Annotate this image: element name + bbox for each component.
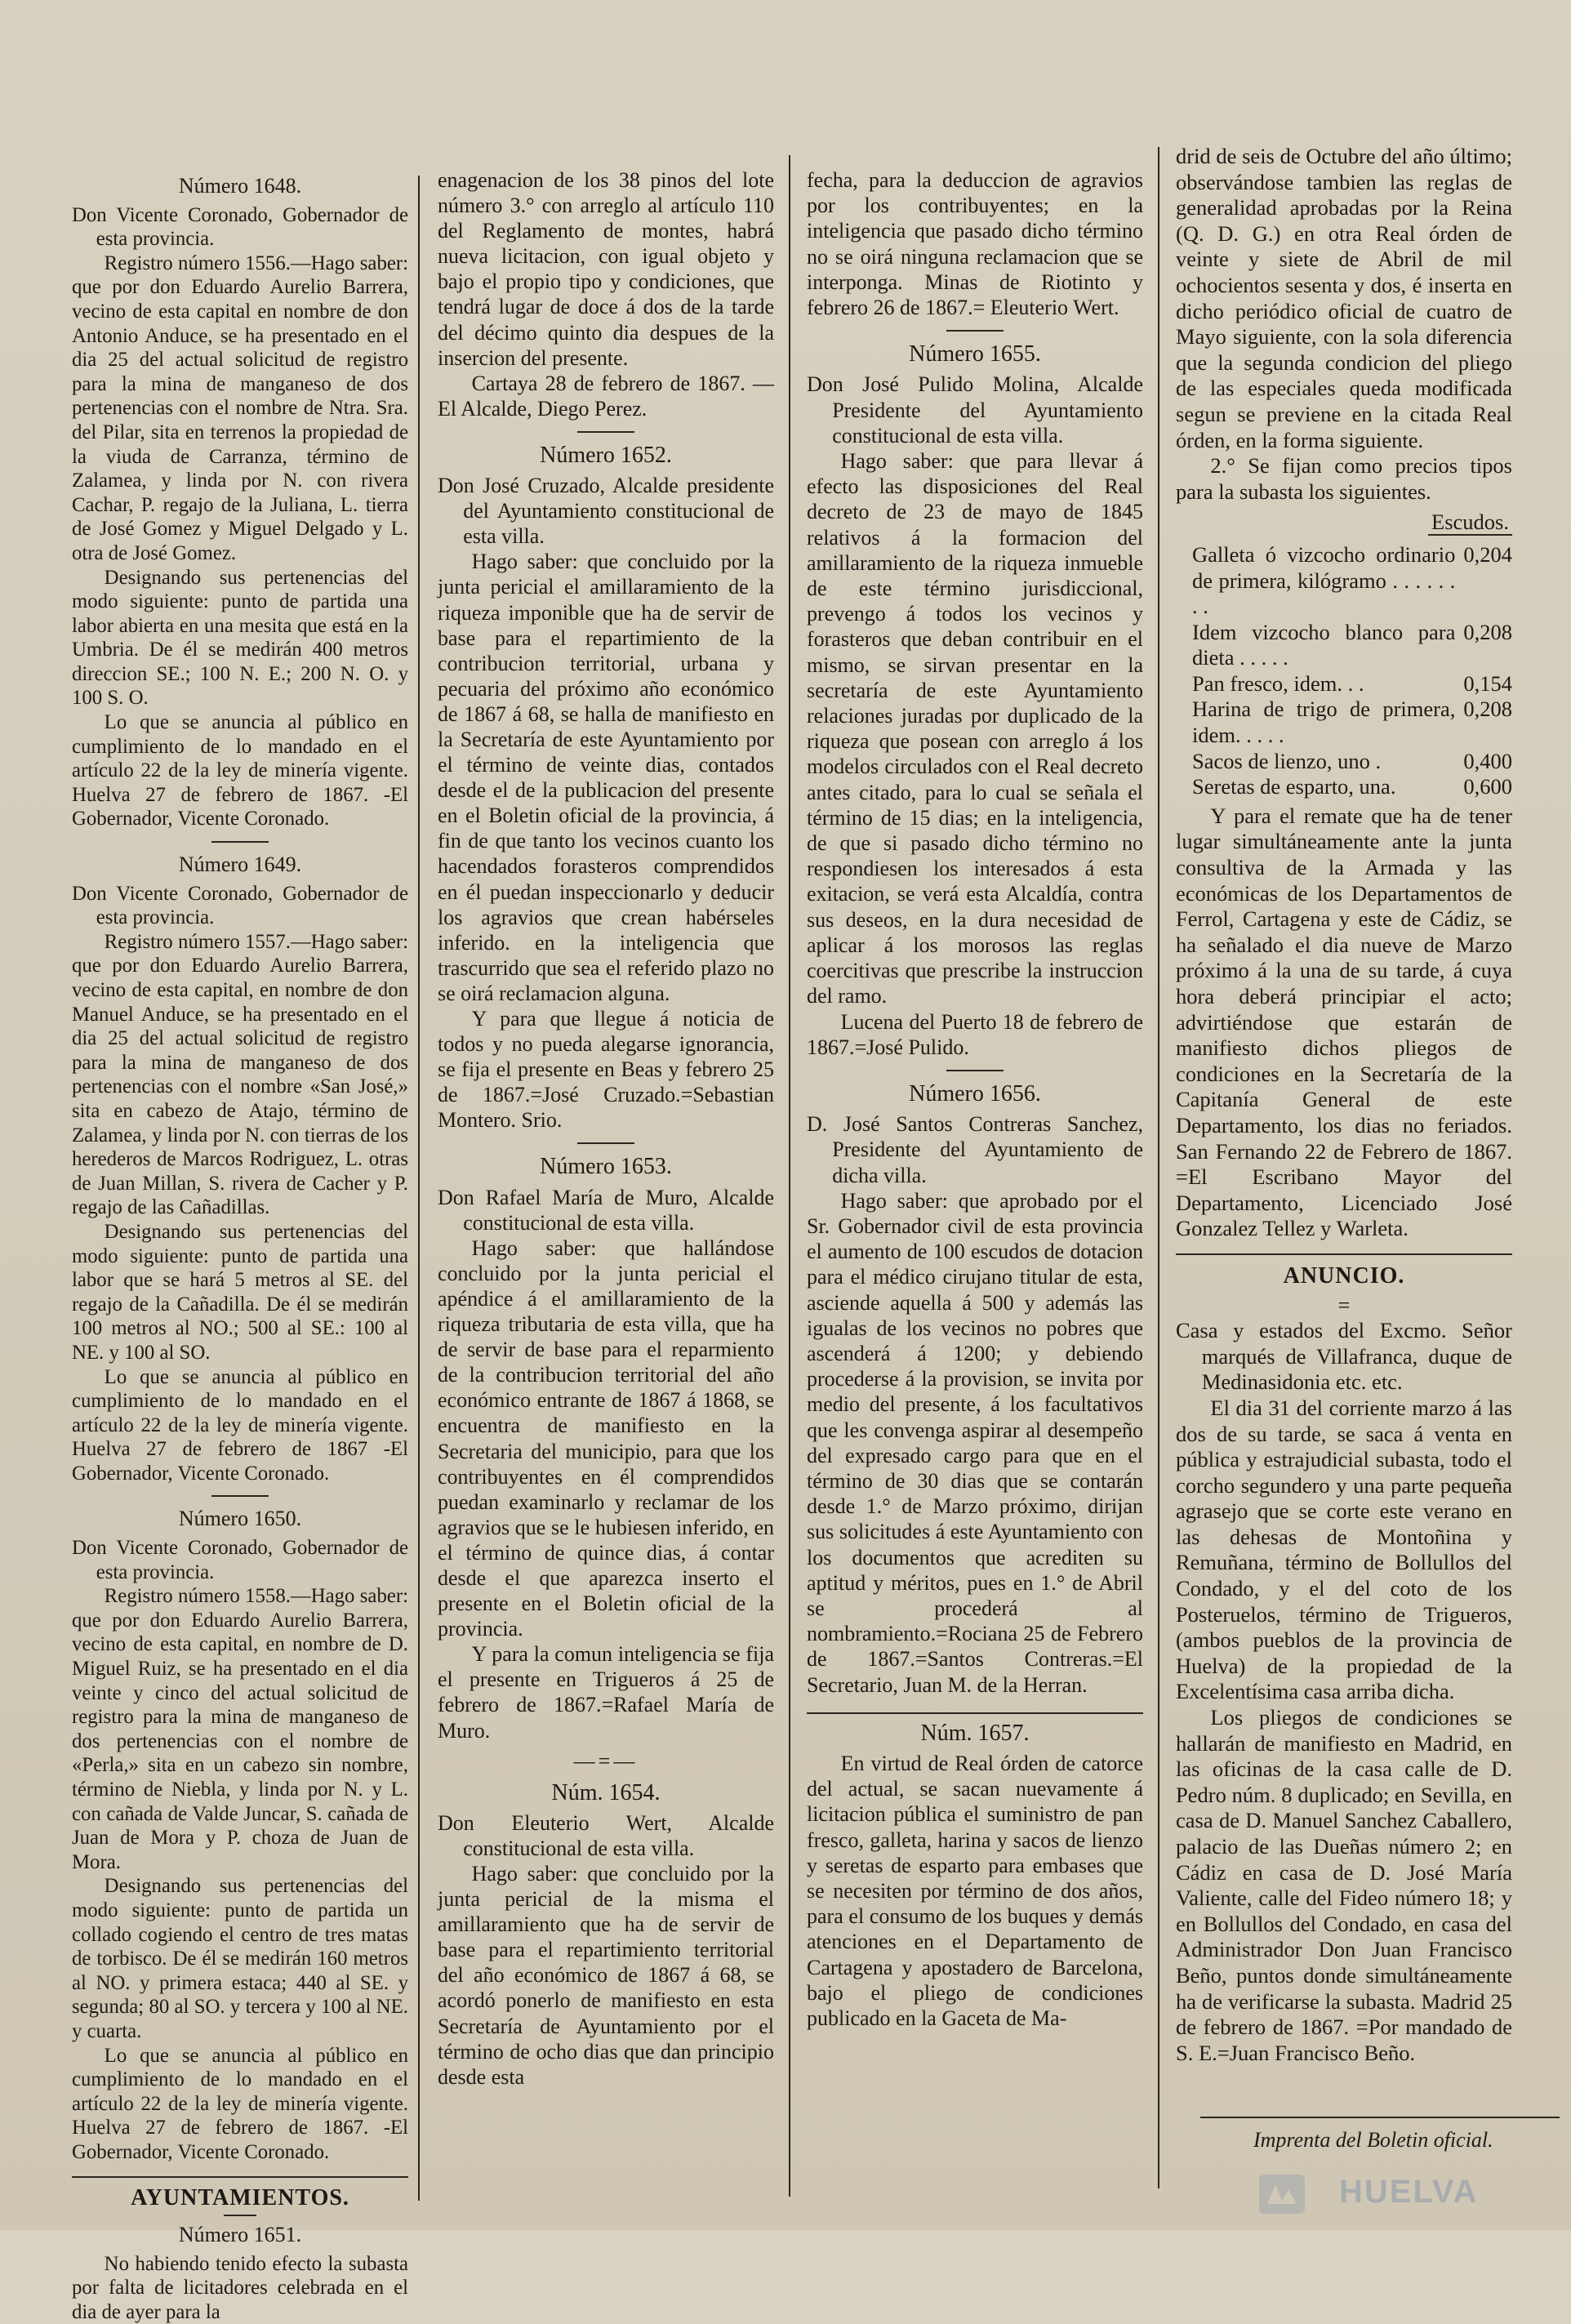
notice-continuation: drid de seis de Octubre del año último; observándose tambien las reglas de generalidad aprobadas por la Reina (Q. D. G.) en otra Real órden de veinte y siete de Abril de mil ochocientos sesenta y dos, é inserta en dicho periódico oficial de cuatro de Mayo siguiente, con la sola diferencia que la segunda condicion del pliego de las especiales queda modificada segun se previene en la citada Real órden, en la forma siguiente.	[1176, 144, 1512, 452]
notice-issuer: Don Vicente Coronado, Gobernador de esta provincia.	[72, 882, 408, 929]
price-label: Seretas de esparto, una.	[1192, 774, 1396, 799]
imprint-line: Imprenta del Boletin oficial.	[1253, 2128, 1493, 2152]
notice-paragraph: Hago saber: que aprobado por el Sr. Gobernador civil de esta provincia el aumento de 100 escudos de dotacion para el médico cirujano titular de esta, asciende aquella á 500 y además las igualas de los vecinos no pobres que ascenderá á 1200; y debiendo procederse á la provision, se invita por medio del presente, á los facultativos que les convenga aspirar al desempeño del expresado cargo para que en el término de 30 dias que se contarán desde 1.° de Marzo próximo, dirijan sus solicitudes á este Ayuntamiento con los documentos que acrediten su aptitud y méritos, pues en 1.° de Abril se procederá al nombramiento.=Rociana 25 de Febrero de 1867.=Santos Contreras.=El Secretario, Juan M. de la Herran.	[807, 1188, 1143, 1697]
notice-1652	[438, 443, 774, 1133]
notice-paragraph: Y para que llegue á noticia de todos y no pueda alegarse ignorancia, se fija el presente en Beas y febrero 25 de 1867.=José Cruzado.=Sebastian Montero. Srio.	[438, 1007, 774, 1133]
notice-paragraph: Lucena del Puerto 18 de febrero de 1867.=José Pulido.	[807, 1009, 1143, 1059]
price-label: Idem vizcocho blanco para dieta . . . . .	[1192, 619, 1456, 670]
notice-1649	[72, 853, 408, 1485]
notice-paragraph: El dia 31 del corriente marzo á las dos de su tarde, se saca á venta en pública y estrajudicial subasta, todo el corcho segundero y una parte pequeña agrasejo que se corte este verano en las dehesas de Montoñina y Remuñana, término de Bollullos del Condado, y el del coto de los Posteruelos, término de Trigueros, (ambos pueblos de la provincia de Huelva) de la propiedad de la Excelentísima casa arriba dicha.	[1176, 1395, 1512, 1704]
notice-paragraph: Registro número 1558.—Hago saber: que por don Eduardo Aurelio Barrera, vecino de esta capital, en nombre de D. Miguel Ruiz, se ha presentado en el dia veinte y cinco del actual solicitud de registro para la mina de manganeso de dos pertenencias con el nombre de «Perla,» sita en un cabezo sin nombre, término de Niebla, y linda por N. y L. con cañada de Valde Juncar, S. cañada de Juan de Mora y P. choza de Juan de Mora.	[72, 1585, 408, 1873]
notice-heading: Núm. 1657.	[920, 1720, 1030, 1746]
separator-rule	[211, 841, 269, 843]
notice-1657	[807, 1721, 1143, 2031]
notice-continuation: enagenacion de los 38 pinos del lote número 3.° con arreglo al artículo 110 del Reglamento de montes, habrá nueva licitacion, con igual objeto y bajo el propio tipo y condiciones, que tendrá lugar de doce á dos de la tarde del décimo quinto dia despues de la insercion del presente.	[438, 168, 774, 370]
notice-1655	[807, 341, 1143, 1060]
separator-rule	[224, 2215, 256, 2216]
notice-paragraph: Hago saber: que hallándose concluido por la junta pericial el apéndice á el amillaramiento de la riqueza tributaria de esta villa, que ha de servir de base para el reparmiento de la contribucion territorial del año económico entrante de 1867 á 1868, se encuentra de manifiesto en la Secretaria del municipio, para que los contribuyentes en él comprendidos puedan examinarlo y reclamar de los agravios que se le hubiesen inferido, en el término de quince dias, á contar desde el que aparezca inserto el presente en el Boletin oficial de la provincia.	[438, 1235, 774, 1641]
price-row	[1192, 671, 1512, 697]
column-4	[1176, 144, 1512, 2066]
price-value: 0,208	[1463, 619, 1512, 644]
notice-issuer: Don José Cruzado, Alcalde presidente del Ayuntamiento constitucional de esta villa.	[438, 474, 774, 549]
notice-paragraph: Registro número 1557.—Hago saber: que por don Eduardo Aurelio Barrera, vecino de esta capital, en nombre de don Manuel Anduce, se ha presentado en el dia 25 del actual solicitud de registro para la mina de manganeso de dos pertenencias con el nombre «San José,» sita en cabezo de Atajo, término de Zalamea, y linda por N. con tierras de los herederos de Marcos Rodriguez, L. otras de Juan Millan, S. rivera de Cacher y P. regajo de las Cañadillas.	[72, 930, 408, 1219]
notice-heading: Número 1655.	[909, 341, 1041, 367]
separator-rule	[946, 1070, 1004, 1071]
column-3	[807, 167, 1143, 2031]
notice-paragraph: 2.° Se fijan como precios tipos para la subasta los siguientes.	[1176, 453, 1512, 504]
notice-heading: Número 1652.	[540, 442, 672, 468]
notice-paragraph: Hago saber: que concluido por la junta pericial de la misma el amillaramiento que ha de servir de base para el repartimiento territorial del año económico de 1867 á 68, se acordó ponerlo de manifiesto en esta Secretaría de Ayuntamiento por el término de ocho dias que dan principio desde esta	[438, 1862, 774, 2089]
notice-1648	[72, 174, 408, 831]
price-label: Pan fresco, idem. . .	[1192, 670, 1364, 696]
separator-ornament: =	[1337, 1292, 1351, 1317]
price-label: Harina de trigo de primera, idem. . . . .	[1192, 697, 1456, 748]
escudos-label: Escudos.	[1428, 510, 1512, 536]
price-table	[1192, 542, 1512, 800]
price-value: 0,154	[1463, 670, 1512, 696]
notice-paragraph: Designando sus pertenencias del modo siguiente: punto de partida un collado cogiendo el centro de tres matas de torbisco. De él se medirán 160 metros al NO. y primera estaca; 440 al SE. y segunda; 80 al SO. y tercera y 100 al NE. y cuarta.	[72, 1875, 408, 2042]
notice-paragraph: Lo que se anuncia al público en cumplimiento de lo mandado en el artículo 22 de la ley de minería vigente. Huelva 27 de febrero de 1867. -El Gobernador, Vicente Coronado.	[72, 711, 408, 830]
price-row	[1192, 542, 1512, 620]
price-value: 0,600	[1463, 774, 1512, 799]
notice-issuer: Don José Pulido Molina, Alcalde Presidente del Ayuntamiento constitucional de esta villa.	[807, 372, 1143, 447]
price-label: Sacos de lienzo, uno .	[1192, 748, 1382, 773]
notice-1656	[807, 1081, 1143, 1698]
notice-paragraph: Hago saber: que para llevar á efecto las disposiciones del Real decreto de 23 de mayo de 1845 relativos á la formacion del amillaramiento de la riqueza inmueble de este término jurisdiccional, prevengo á todos los vecinos y forasteros que deban contribuir en el mismo, se sirvan presentar en la secretaría de este Ayuntamiento relaciones juradas por duplicado de la riqueza que posean con arreglo á los modelos circulados con el Real decreto antes citado, para lo cual se señala el término de 15 dias; en la inteligencia, de que si pasado dicho término no respondiesen los interesados á esta exitacion, se verá esta Alcaldía, contra sus deseos, en la dura necesidad de aplicar á los morosos las reglas coercitivas que prescribe la instruccion del ramo.	[807, 449, 1143, 1008]
notice-paragraph: Designando sus pertenencias del modo siguiente: punto de partida una labor que se hará 5 metros al SE. del regajo de la Cañadilla. De él se medirán 100 metros al NO.; 500 al SE.: 100 al NE. y 100 al SO.	[72, 1220, 408, 1364]
price-value: 0,204	[1463, 541, 1512, 567]
separator-rule	[577, 1142, 634, 1144]
notice-paragraph: Designando sus pertenencias del modo siguiente: punto de partida una labor abierta en una mesita que está en la Umbria. De él se medirán 400 metros direccion SE.; 100 N. E.; 200 N. O. y 100 S. O.	[72, 566, 408, 710]
notice-1653	[438, 1154, 774, 1743]
column-2	[438, 167, 774, 2090]
notice-heading: Número 1656.	[909, 1080, 1041, 1106]
notice-heading: Número 1653.	[540, 1154, 672, 1180]
column-rule	[418, 176, 420, 2201]
price-row	[1192, 749, 1512, 775]
section-rule	[807, 1712, 1143, 1714]
section-title-anuncio: ANUNCIO.	[1283, 1262, 1405, 1289]
notice-issuer: Don Vicente Coronado, Gobernador de esta provincia.	[72, 1537, 408, 1583]
notice-issuer: Don Eleuterio Wert, Alcalde constitucional de esta villa.	[438, 1810, 774, 1860]
notice-paragraph: Los pliegos de condiciones se hallarán de manifiesto en Madrid, en las oficinas de la casa calle de D. Pedro núm. 8 duplicado; en Sevilla, en casa de D. Manuel Sanchez Caballero, palacio de las Dueñas número 2; en Cádiz en casa de D. José María Valiente, calle del Fideo número 18; y en Bollullos del Condado, en casa del Administrador Don Juan Francisco Beño, puntos donde simultáneamente ha de verificarse la subasta. Madrid 25 de febrero de 1867. =Por mandado de S. E.=Juan Francisco Beño.	[1176, 1705, 1512, 2065]
separator-rule	[211, 1495, 269, 1497]
price-column-header	[1176, 510, 1512, 536]
notice-issuer: D. José Santos Contreras Sanchez, Presidente del Ayuntamiento de dicha villa.	[807, 1112, 1143, 1187]
price-value: 0,400	[1463, 748, 1512, 773]
price-label: Galleta ó vizcocho ordinario de primera, kilógramo . . . . . . . .	[1192, 541, 1456, 619]
notice-heading: Número 1651.	[178, 2223, 302, 2247]
separator-rule	[577, 431, 634, 433]
notice-issuer: Don Vicente Coronado, Gobernador de esta provincia.	[72, 203, 408, 251]
notice-paragraph: Y para la comun inteligencia se fija el presente en Trigueros á 25 de febrero de 1867.=Rafael María de Muro.	[438, 1642, 774, 1743]
advertiser: Casa y estados del Excmo. Señor marqués de Villafranca, duque de Medinasidonia etc. etc.	[1176, 1318, 1512, 1395]
notice-1651	[72, 2223, 408, 2324]
notice-paragraph: En virtud de Real órden de catorce del actual, se sacan nuevamente á licitacion pública el suministro de pan fresco, galleta, harina y sacos de lienzo y seretas de esparto para embases que se necesiten por término de dos años, para el consumo de los buques y demás atenciones en el Departamento de Cartagena y apostadero de Barcelona, bajo el pliego de condiciones publicado en la Gaceta de Ma-	[807, 1751, 1143, 2031]
notice-paragraph: Registro número 1556.—Hago saber: que por don Eduardo Aurelio Barrera, vecino de esta capital en nombre de don Antonio Anduce, se ha presentado en el dia 25 del actual solicitud de registro para la mina de manganeso de dos pertenencias con el nombre de Ntra. Sra. del Pilar, sita en terrenos la propiedad de la viuda de Carranza, término de Zalamea, y linda por N. con rivera Cachar, P. regajo de la Juliana, L. tierra de José Gomez y Miguel Delgado y L. otra de José Gomez.	[72, 252, 408, 564]
footer-rule	[1200, 2117, 1560, 2118]
notice-paragraph: No habiendo tenido efecto la subasta por falta de licitadores celebrada en el dia de ayer para la	[72, 2252, 408, 2323]
price-value: 0,208	[1463, 697, 1512, 722]
section-rule	[1176, 1253, 1512, 1255]
section-rule	[72, 2176, 408, 2178]
notice-1654	[438, 1780, 774, 2090]
notice-heading: Número 1649.	[178, 853, 302, 877]
price-row	[1192, 774, 1512, 800]
separator-ornament: —=—	[573, 1748, 639, 1773]
notice-continuation: fecha, para la deduccion de agravios por los contribuyentes; en la inteligencia que pasado dicho término no se oirá ninguna reclamacion que se interponga. Minas de Riotinto y febrero 26 de 1867.= Eleuterio Wert.	[807, 168, 1143, 320]
price-row	[1192, 620, 1512, 671]
column-1	[72, 167, 408, 2324]
notice-paragraph: Hago saber: que concluido por la junta pericial el amillaramiento de la riqueza imponible que ha de servir de base para el repartimiento de la contribucion territorial, urbana y pecuaria del próximo año económico de 1867 á 68, se halla de manifiesto en la Secretaría de este Ayuntamiento por el término de veinte dias, contados desde el de la publicacion del presente en el Boletin oficial de la provincia, á fin de que tanto los vecinos cuanto los hacendados forasteros comprendidos en él puedan inspeccionarlo y deducir los agravios que crean habérseles inferido. en la inteligencia que trascurrido que sea el referido plazo no se oirá reclamacion alguna.	[438, 550, 774, 1005]
notice-heading: Número 1648.	[178, 174, 302, 198]
watermark-text: HUELVA	[1339, 2174, 1479, 2210]
price-row	[1192, 697, 1512, 748]
notice-paragraph: Y para el remate que ha de tener lugar simultáneamente ante la junta consultiva de la Armada y las económicas de los Departamentos de Ferrol, Cartagena y este de Cádiz, se ha señalado el dia nueve de Marzo próximo á la una de su tarde, á cuya hora deberá principiar el acto; advirtiéndose que estarán de manifiesto dichos pliegos de condiciones en la Secretaría de la Capitanía General de este Departamento, los dias no feriados. San Fernando 22 de Febrero de 1867. =El Escribano Mayor del Departamento, Licenciado José Gonzalez Tellez y Warleta.	[1176, 803, 1512, 1241]
notice-1650	[72, 1507, 408, 2164]
notice-heading: Número 1650.	[178, 1507, 302, 1531]
notice-paragraph: Lo que se anuncia al público en cumplimiento de lo mandado en el artículo 22 de la ley de minería vigente. Huelva 27 de febrero de 1867 -El Gobernador, Vicente Coronado.	[72, 1365, 408, 1485]
notice-heading: Núm. 1654.	[551, 1779, 661, 1805]
notice-issuer: Don Rafael María de Muro, Alcalde constitucional de esta villa.	[438, 1185, 774, 1235]
separator-rule	[946, 330, 1004, 332]
section-title-ayuntamientos: AYUNTAMIENTOS.	[131, 2184, 349, 2210]
column-rule	[1158, 147, 1159, 2188]
notice-signature: Cartaya 28 de febrero de 1867. —El Alcalde, Diego Perez.	[438, 371, 774, 421]
notice-paragraph: Lo que se anuncia al público en cumplimiento de lo mandado en el artículo 22 de la ley de minería vigente. Huelva 27 de febrero de 1867. -El Gobernador, Vicente Coronado.	[72, 2044, 408, 2163]
column-rule	[789, 155, 790, 2197]
